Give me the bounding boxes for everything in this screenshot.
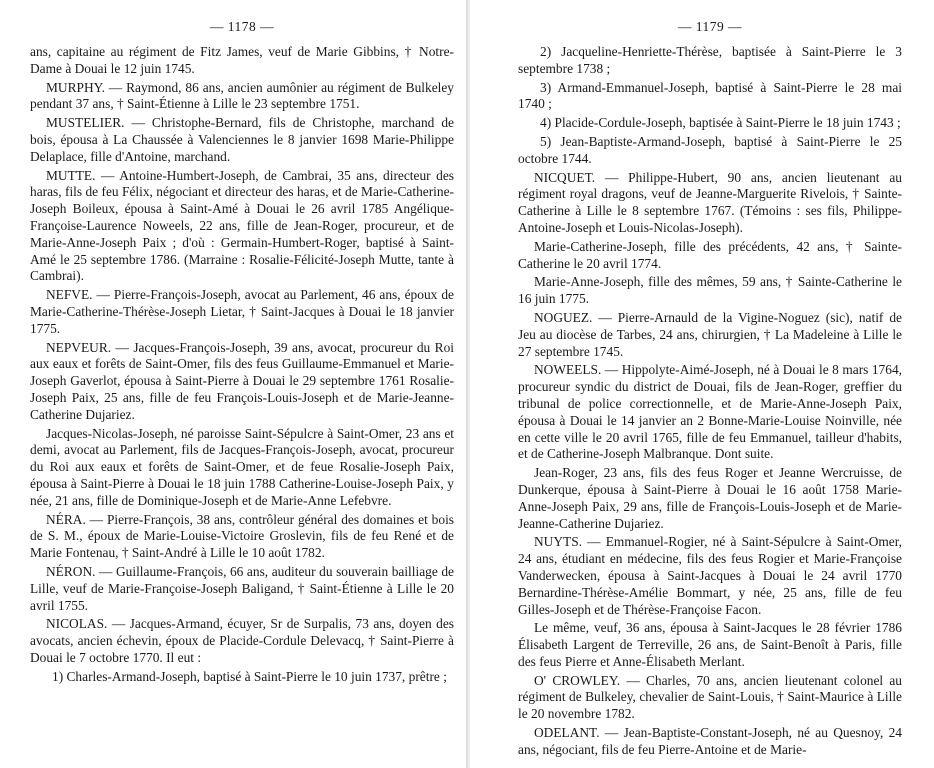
entry-child: 1) Charles-Armand-Joseph, baptisé à Saint-Pierre le 10 juin 1737, prêtre ;: [52, 668, 447, 684]
entry: Marie-Anne-Joseph, fille des mêmes, 59 ans, † Sainte-Catherine le 16 juin 1775.: [518, 274, 902, 307]
entry: O' CROWLEY. — Charles, 70 ans, ancien lieutenant colonel au régiment de Bulkeley, chevalier de Saint-Louis, † Saint-Maurice à Lille le 20 novembre 1782.: [518, 672, 902, 722]
entry: Jacques-Nicolas-Joseph, né paroisse Saint-Sépulcre à Saint-Omer, 23 ans et demi, avocat au Parlement, fils de Jacques-François-Joseph, avocat, procureur du Roi aux eaux et forêts de Saint-Omer, et de feue Rosalie-Joseph Paix, épousa à Saint-Pierre à Douai le 18 juin 1788 Catherine-Louise-Joseph Paix, y née, 21 ans, fille de Dominique-Joseph et de Marie-Anne Lefebvre.: [30, 425, 454, 508]
entry: NÉRA. — Pierre-François, 38 ans, contrôleur général des domaines et bois de S. M., époux de Marie-Louise-Victoire Groslevin, fils de feu René et de Marie Fontenau, † Saint-André à Lille le 10 août 1782.: [30, 511, 454, 561]
entry: NOGUEZ. — Pierre-Arnauld de la Vigine-Noguez (sic), natif de Jeu au diocèse de Tarbes, 24 ans, chirurgien, † La Madeleine à Lille le 27 septembre 1745.: [518, 309, 902, 359]
entry: NEFVE. — Pierre-François-Joseph, avocat au Parlement, 46 ans, époux de Marie-Catherine-Thérèse-Joseph Lietar, † Saint-Jacques à Douai le 18 janvier 1775.: [30, 287, 454, 336]
right-page: [470, 0, 934, 768]
entry: NÉRON. — Guillaume-François, 66 ans, auditeur du souverain bailliage de Lille, veuf de Marie-Françoise-Joseph Baligand, † Saint-Étienne à Lille le 20 avril 1755.: [30, 563, 454, 613]
entry: MUSTELIER. — Christophe-Bernard, fils de Christophe, marchand de bois, épousa à La Chaussée à Valenciennes le 8 janvier 1698 Marie-Philippe Delaplace, fille d'Antoine, marchand.: [30, 115, 454, 164]
entry: NOWEELS. — Hippolyte-Aimé-Joseph, né à Douai le 8 mars 1764, procureur syndic du district de Douai, fils de Jean-Roger, greffier du tribunal de police correctionnelle, et de Marie-Anne-Joseph Paix, épousa à Douai le 14 janvier an 2 Bonne-Marie-Louise Noinville, née en cette ville le 20 avril 1765, fille de feu Emmanuel, tailleur d'habits, et de Catherine-Joseph Malbranque. Dont suite.: [518, 362, 902, 462]
entry: Marie-Catherine-Joseph, fille des précédents, 42 ans, † Sainte-Catherine le 20 avril 1774.: [518, 238, 902, 271]
entry: ans, capitaine au régiment de Fitz James, veuf de Marie Gibbins, † Notre-Dame à Douai le 12 juin 1745.: [30, 44, 454, 76]
entry-child: 4) Placide-Cordule-Joseph, baptisée à Saint-Pierre le 18 juin 1743 ;: [540, 115, 901, 131]
entry: NICOLAS. — Jacques-Armand, écuyer, Sr de Surpalis, 73 ans, doyen des avocats, ancien échevin, époux de Placide-Cordule Delevacq, † Saint-Pierre à Douai le 7 octobre 1770. Il eut :: [30, 616, 454, 665]
entry-child: 5) Jean-Baptiste-Armand-Joseph, baptisé à Saint-Pierre le 25 octobre 1744.: [518, 133, 902, 166]
entry: NEPVEUR. — Jacques-François-Joseph, 39 ans, avocat, procureur du Roi aux eaux et forêts de Saint-Omer, fils des feus Guillaume-Emmanuel et Marie-Joseph Gaverlot, épousa à Saint-Pierre à Douai le 29 septembre 1761 Rosalie-Joseph Paix, 25 ans, fille de feu François-Louis-Joseph et de Marie-Jeanne-Catherine Dujariez.: [30, 339, 454, 422]
entry: MUTTE. — Antoine-Humbert-Joseph, de Cambrai, 35 ans, directeur des haras, fils de feu Félix, négociant et directeur des haras, et de Marie-Catherine-Joseph Boileux, épousa à Saint-Amé à Douai le 26 avril 1785 Angélique-Françoise-Laurence Noweels, 22 ans, fille de Jean-Roger, procureur, et de Marie-Anne-Joseph Paix ; d'où : Germain-Humbert-Roger, baptisé à Saint-Amé le 25 septembre 1786. (Marraine : Rosalie-Félicité-Joseph Mutte, tante à Cambrai).: [30, 167, 454, 284]
entry-child: 2) Jacqueline-Henriette-Thérèse, baptisée à Saint-Pierre le 3 septembre 1738 ;: [518, 44, 902, 76]
entry-child: 3) Armand-Emmanuel-Joseph, baptisé à Saint-Pierre le 28 mai 1740 ;: [518, 79, 902, 112]
right-page-entries: [518, 44, 902, 759]
left-page-entries: [30, 44, 454, 685]
entry: Jean-Roger, 23 ans, fils des feus Roger et Jeanne Wercruisse, de Dunkerque, épousa à Saint-Pierre à Douai le 16 août 1758 Marie-Anne-Joseph Paix, 29 ans, fille de François-Louis-Joseph et de Marie-Jeanne-Catherine Dujariez.: [518, 465, 902, 531]
entry: MURPHY. — Raymond, 86 ans, ancien aumônier au régiment de Bulkeley pendant 37 ans, † Saint-Étienne à Lille le 23 septembre 1751.: [30, 79, 454, 112]
entry: ODELANT. — Jean-Baptiste-Constant-Joseph, né au Quesnoy, 24 ans, négociant, fils de feu Pierre-Antoine et de Marie-: [518, 725, 902, 757]
entry: NUYTS. — Emmanuel-Rogier, né à Saint-Sépulcre à Saint-Omer, 24 ans, étudiant en médecine, fils des feus Rogier et Marie-Françoise Vanderwecken, épousa à Saint-Jacques à Douai le 24 avril 1770 Bernardine-Thérèse-Amélie Bommart, y née, 25 ans, fille de feu Gilles-Joseph et de Thérèse-Françoise Facon.: [518, 534, 902, 617]
entry: NICQUET. — Philippe-Hubert, 90 ans, ancien lieutenant au régiment royal dragons, veuf de Jeanne-Marguerite Rivelois, † Sainte-Catherine à Lille le 8 septembre 1767. (Témoins : ses fils, Philippe-Antoine-Joseph et Louis-Nicolas-Joseph).: [518, 169, 902, 235]
page-number-left: — 1178 —: [209, 19, 275, 34]
entry: Le même, veuf, 36 ans, épousa à Saint-Jacques le 28 février 1786 Élisabeth Largent de Terreville, 26 ans, de Saint-Benoît à Paris, fille des feus Pierre et Anne-Élisabeth Merlant.: [518, 620, 902, 669]
page-number-right: — 1179 —: [677, 19, 743, 34]
